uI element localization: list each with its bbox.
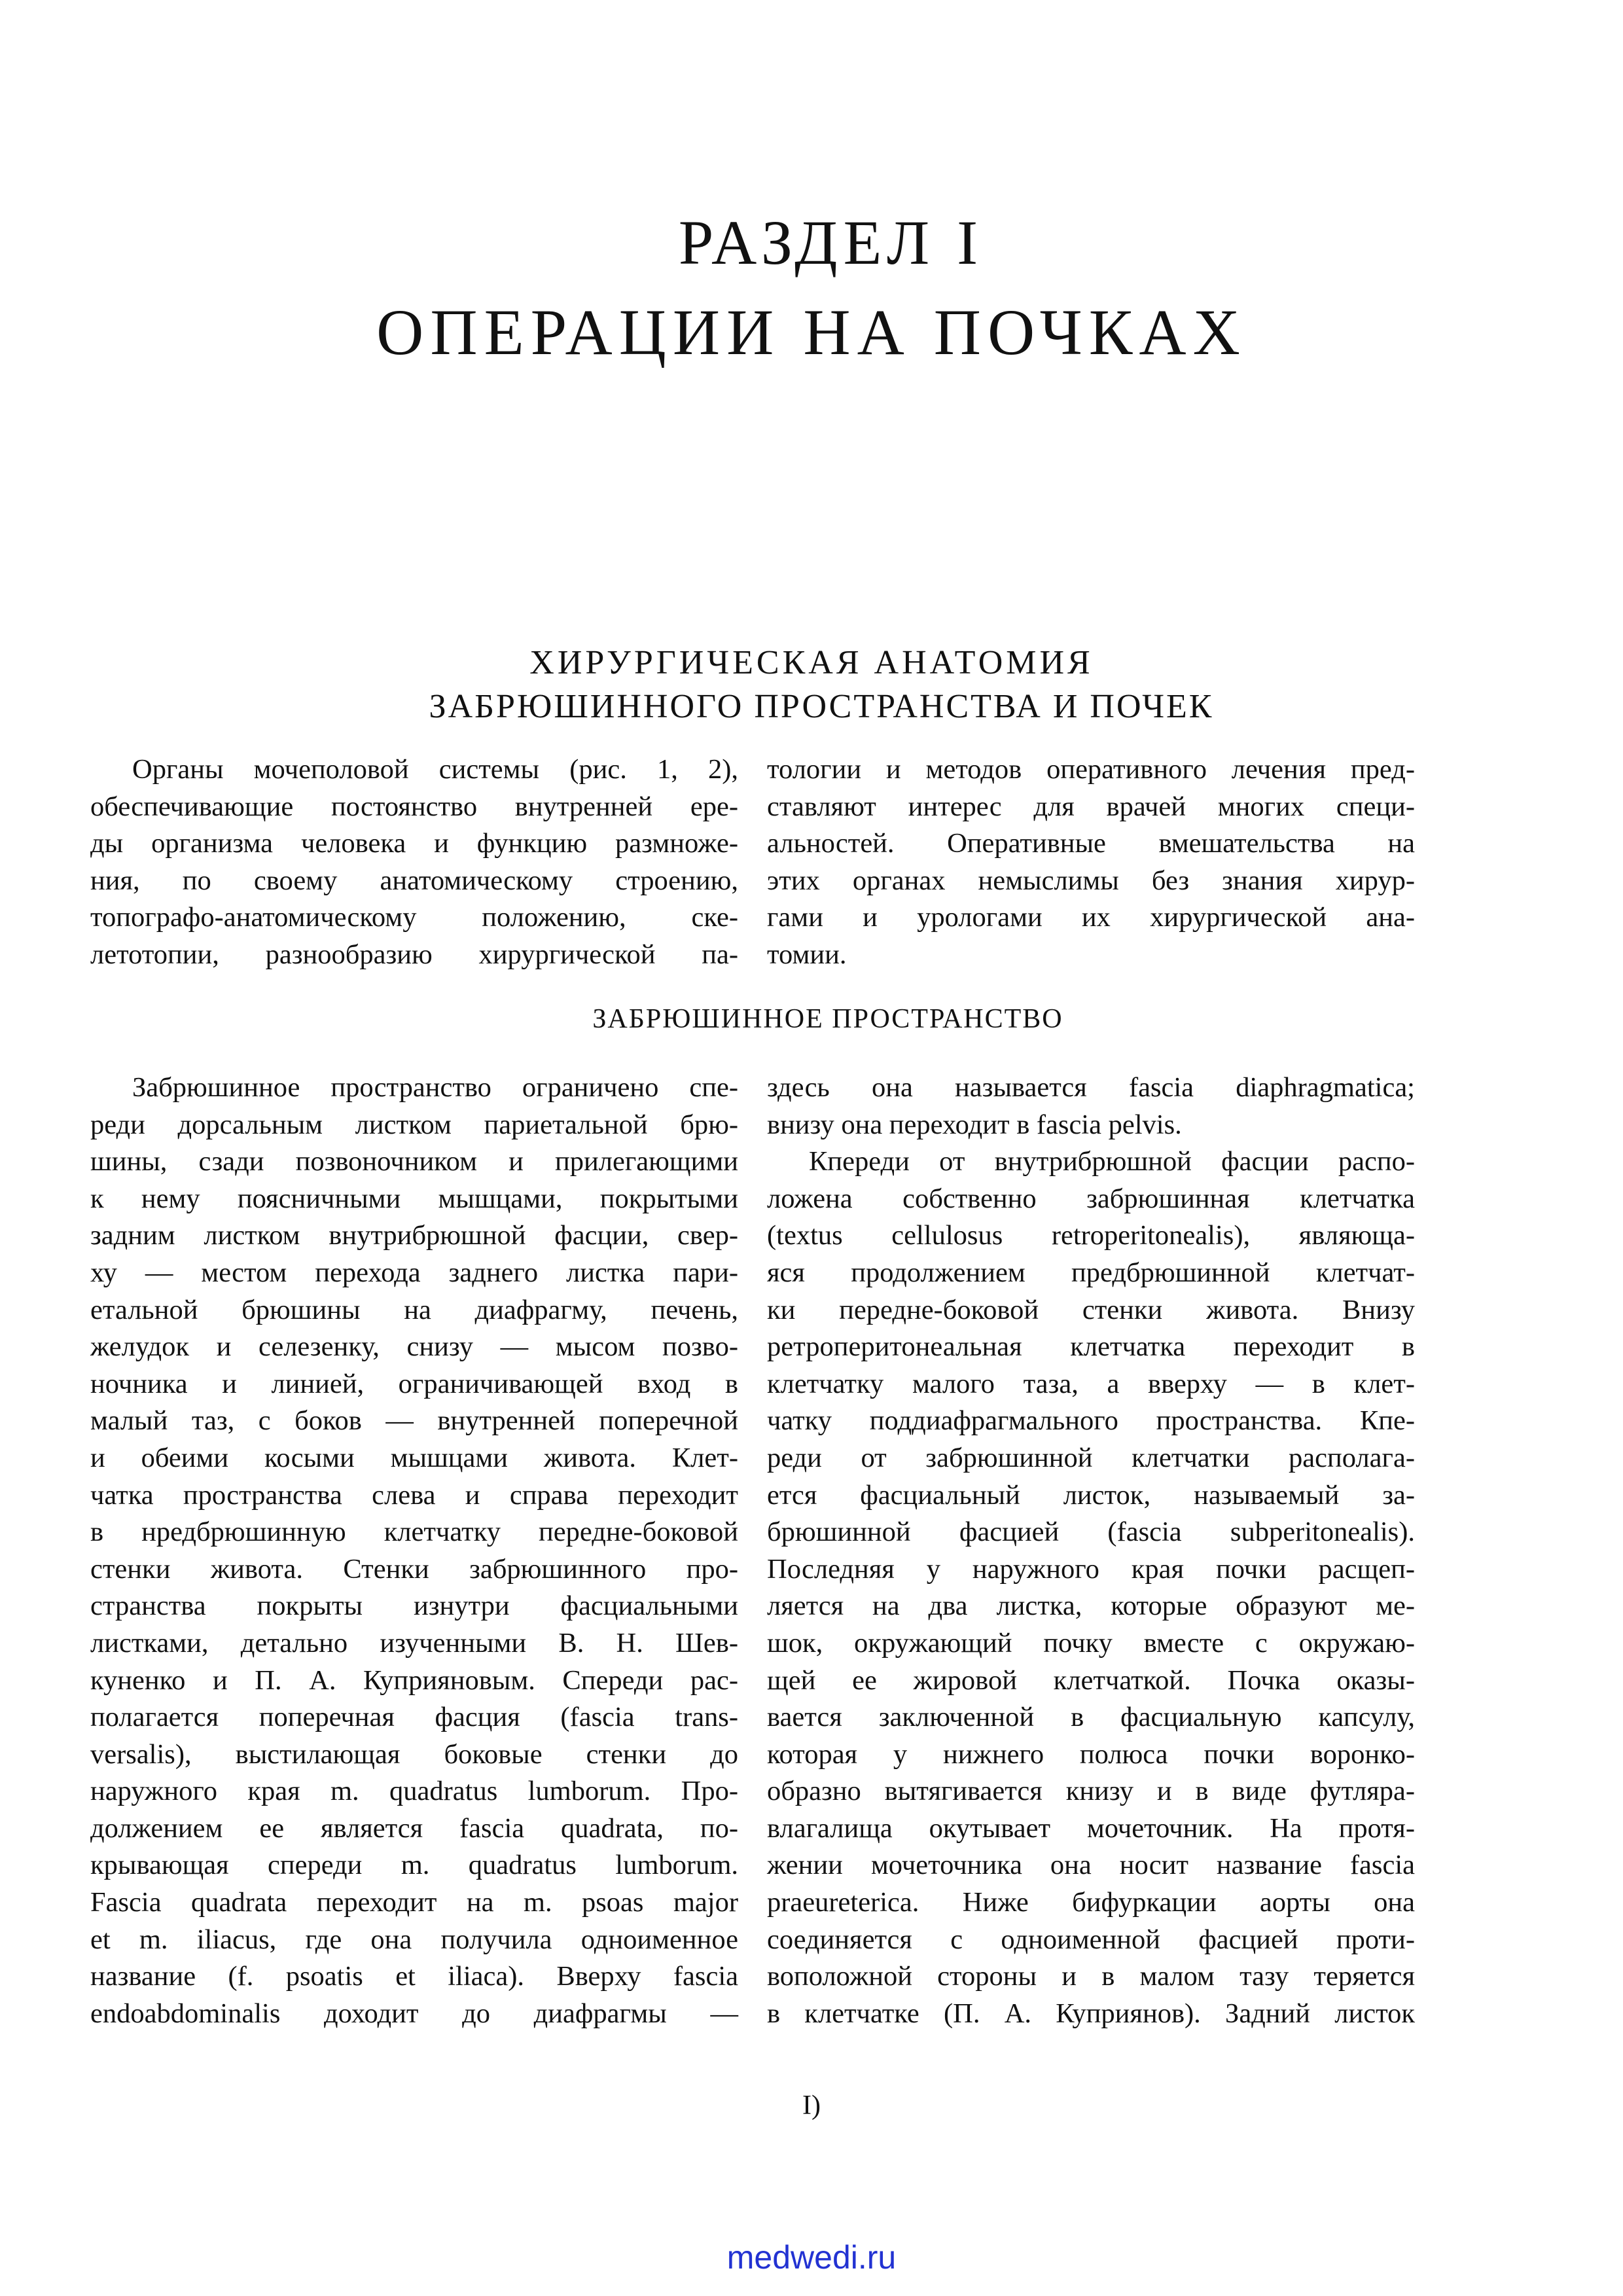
- text-line: endoabdominalis доходит до диафрагмы —: [90, 1998, 738, 2029]
- text-line: воположной стороны и в малом тазу теряется: [767, 1961, 1415, 1992]
- text-line: ставляют интерес для врачей многих специ-: [767, 791, 1415, 822]
- text-line: стенки живота. Стенки забрюшинного про-: [90, 1553, 738, 1585]
- subsection-title: ЗАБРЮШИННОЕ ПРОСТРАНСТВО: [592, 1004, 1063, 1034]
- text-line: здесь она называется fascia diaphragmatica;: [767, 1072, 1415, 1103]
- text-line: в клетчатке (П. А. Куприянов). Задний листок: [767, 1998, 1415, 2029]
- text-line: яся продолжением предбрюшинной клетчат-: [767, 1257, 1415, 1288]
- section-label: РАЗДЕЛ I: [678, 207, 984, 278]
- text-line: етальной брюшины на диафрагму, печень,: [90, 1294, 738, 1325]
- text-line: et m. iliacus, где она получила одноименное: [90, 1924, 738, 1955]
- text-line: Органы мочеполовой системы (рис. 1, 2),: [132, 754, 738, 785]
- text-line: ется фасциальный листок, называемый за-: [767, 1479, 1415, 1511]
- text-line: Последняя у наружного края почки расщеп-: [767, 1553, 1415, 1585]
- text-line: название (f. psoatis et iliaca). Вверху fascia: [90, 1961, 738, 1992]
- text-line: этих органах немыслимы без знания хирур-: [767, 865, 1415, 896]
- text-line: гами и урологами их хирургической ана-: [767, 902, 1415, 933]
- text-line: к нему поясничными мышцами, покрытыми: [90, 1183, 738, 1214]
- text-line: чатка пространства слева и справа переходит: [90, 1479, 738, 1511]
- text-line: в нредбрюшинную клетчатку передне-боковой: [90, 1516, 738, 1548]
- text-line: летотопии, разнообразию хирургической па-: [90, 939, 738, 970]
- text-line: обеспечивающие постоянство внутренней ере-: [90, 791, 738, 822]
- section-title: ОПЕРАЦИИ НА ПОЧКАХ: [376, 296, 1247, 368]
- text-line: ночника и линией, ограничивающей вход в: [90, 1368, 738, 1399]
- chapter-title-line-1: ХИРУРГИЧЕСКАЯ АНАТОМИЯ: [529, 644, 1094, 681]
- text-line: ки передне-боковой стенки живота. Внизу: [767, 1294, 1415, 1325]
- text-line: и обеими косыми мышцами живота. Клет-: [90, 1442, 738, 1473]
- text-line: Забрюшинное пространство ограничено спе-: [132, 1072, 738, 1103]
- watermark-link[interactable]: medwedi.ru: [726, 2239, 897, 2276]
- text-line: Fascia quadrata переходит на m. psoas major: [90, 1887, 738, 1918]
- intro-left-column: [90, 751, 738, 974]
- text-line: praeureterica. Ниже бифуркации аорты она: [767, 1887, 1415, 1918]
- text-line: ды организма человека и функцию размноже-: [90, 828, 738, 859]
- intro-right-column: [767, 751, 1415, 974]
- text-line: странства покрыты изнутри фасциальными: [90, 1590, 738, 1622]
- chapter-title-line-2: ЗАБРЮШИННОГО ПРОСТРАНСТВА И ПОЧЕК: [429, 688, 1214, 725]
- body-left-column: [90, 1069, 738, 2032]
- text-line: топографо-анатомическому положению, ске-: [90, 902, 738, 933]
- text-line: соединяется с одноименной фасцией проти-: [767, 1924, 1415, 1955]
- text-line: образно вытягивается книзу и в виде футляра-: [767, 1776, 1415, 1807]
- text-line: крывающая спереди m. quadratus lumborum.: [90, 1850, 738, 1881]
- text-line: тологии и методов оперативного лечения пред-: [767, 754, 1415, 785]
- text-line: желудок и селезенку, снизу — мысом позво-: [90, 1331, 738, 1363]
- text-line: шок, окружающий почку вместе с окружаю-: [767, 1627, 1415, 1659]
- text-line: куненко и П. А. Куприяновым. Спереди рас-: [90, 1664, 738, 1696]
- text-line: ложена собственно забрюшинная клетчатка: [767, 1183, 1415, 1214]
- text-line: клетчатку малого таза, а вверху — в клет-: [767, 1368, 1415, 1399]
- text-line: влагалища окутывает мочеточник. На протя-: [767, 1812, 1415, 1844]
- text-line: ния, по своему анатомическому строению,: [90, 865, 738, 896]
- text-line: наружного края m. quadratus lumborum. Про-: [90, 1776, 738, 1807]
- text-line: реди дорсальным листком париетальной брю-: [90, 1109, 738, 1140]
- text-line: которая у нижнего полюса почки воронко-: [767, 1738, 1415, 1770]
- body-right-column: [767, 1069, 1415, 2032]
- text-line: ху — местом перехода заднего листка пари-: [90, 1257, 738, 1288]
- text-line: должением ее является fascia quadrata, по-: [90, 1812, 738, 1844]
- text-line: реди от забрюшинной клетчатки располага-: [767, 1442, 1415, 1473]
- text-line: альностей. Оперативные вмешательства на: [767, 828, 1415, 859]
- text-line: листками, детально изученными В. Н. Шев-: [90, 1627, 738, 1659]
- text-line: versalis), выстилающая боковые стенки до: [90, 1738, 738, 1770]
- text-line: (textus cellulosus retroperitonealis), являюща-: [767, 1220, 1415, 1251]
- text-line: томии.: [767, 939, 847, 970]
- page-number: I): [802, 2090, 821, 2121]
- text-line: полагается поперечная фасция (fascia trans-: [90, 1702, 738, 1733]
- text-line: вается заключенной в фасциальную капсулу,: [767, 1702, 1415, 1733]
- text-line: брюшинной фасцией (fascia subperitonealis).: [767, 1516, 1415, 1548]
- text-line: чатку поддиафрагмального пространства. Кпе-: [767, 1405, 1415, 1437]
- text-line: шины, сзади позвоночником и прилегающими: [90, 1146, 738, 1177]
- text-line: внизу она переходит в fascia pelvis.: [767, 1109, 1182, 1140]
- text-line: Кпереди от внутрибрюшной фасции распо-: [809, 1146, 1415, 1177]
- text-line: щей ее жировой клетчаткой. Почка оказы-: [767, 1664, 1415, 1696]
- text-line: задним листком внутрибрюшной фасции, свер-: [90, 1220, 738, 1251]
- text-line: ретроперитонеальная клетчатка переходит в: [767, 1331, 1415, 1363]
- text-line: ляется на два листка, которые образуют ме-: [767, 1590, 1415, 1622]
- text-line: малый таз, с боков — внутренней поперечной: [90, 1405, 738, 1437]
- text-line: жении мочеточника она носит название fascia: [767, 1850, 1415, 1881]
